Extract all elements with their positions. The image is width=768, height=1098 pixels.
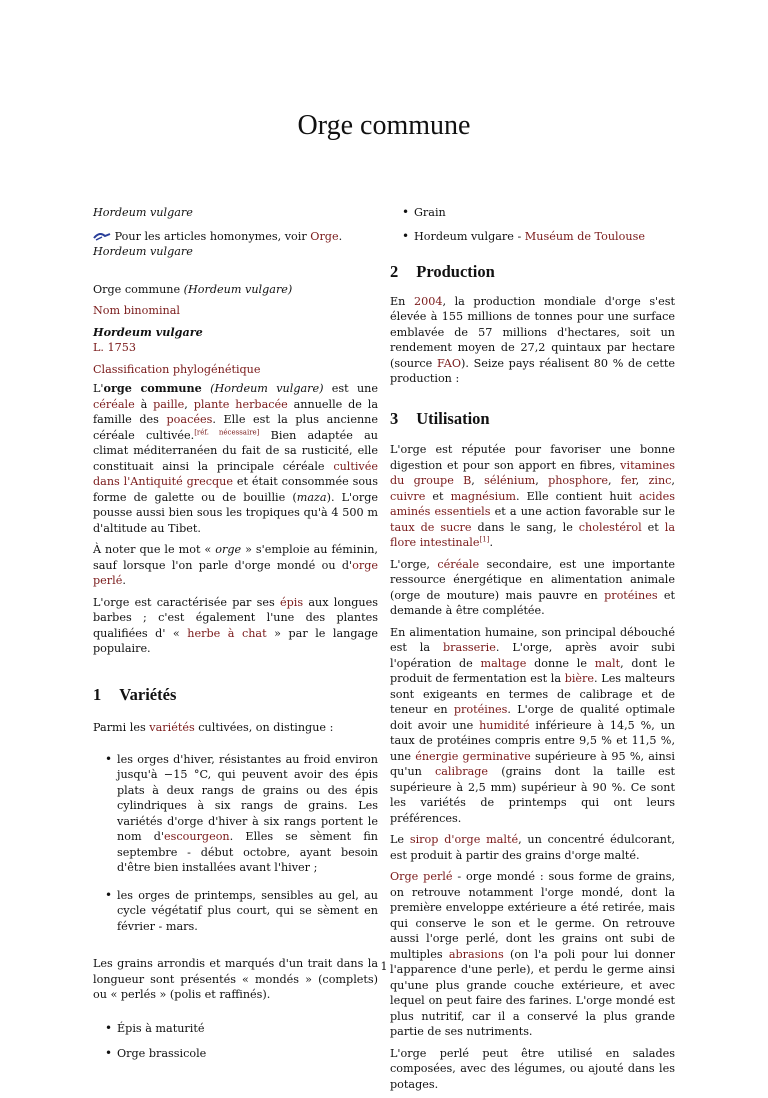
orge-perle-link-2[interactable]: Orge perlé [390,870,453,883]
paille-link[interactable]: paille [153,397,185,411]
magnesium-link[interactable]: magnésium [450,489,517,503]
cereale-link-2[interactable]: céréale [437,557,480,571]
museum-link[interactable]: Muséum de Toulouse [524,229,645,243]
grecque-link[interactable]: grecque [186,475,233,488]
cultivee-link[interactable]: cultivée dans [93,459,378,488]
binomial-name: Hordeum vulgare [93,324,203,339]
fao-link[interactable]: FAO [436,356,462,370]
intro-paragraph-3: L'orge est caractérisée par ses épis aux longues barbes ; c'est également l'une des plantes qualifiées d' « herbe à chat » par le langage populaire. [93,595,378,655]
infobox [93,282,378,378]
varietes-intro: Parmi les variétés cultivées, on distingue : [93,721,334,734]
flore-intestinale-link[interactable]: la flore intestinale [390,520,675,549]
page-title: Orge commune [297,110,471,141]
antiquite-link[interactable]: l'Antiquité [123,475,183,488]
authority-link[interactable]: L. 1753 [93,341,137,354]
utilisation-paragraph-3: En alimentation humaine, son principal débouché est la brasserie. L'orge, après avoir subi l'opération de maltage donne le malt, dont le produit de fermentation est la bière. Les malteurs sont exigeants en termes de calibrage et de teneur en protéines. L'orge de qualité optimale doit avoir une humidité inférieure à 14,5 %, un taux de protéines compris entre 9,5 % et 11,5 %, une énergie germinative supérieure à 95 %, ainsi qu'un calibrage (grains dont la taille est supérieure à 2,5 mm) supérieur à 90 %. Ce sont les variétés de printemps qui ont leurs préférences. [390,625,676,825]
plante-herbacee-link[interactable]: plante herbacée [193,397,288,411]
vitamines-link[interactable]: vitamines du groupe B [390,458,675,487]
production-paragraph: En 2004, la production mondiale d'orge s'est élevée à 155 millions de tonnes pour une surface emblavée de 57 millions d'hectares, soit un rendement moyen de 27,2 quintaux par hectare (source FAO). Seize pays réalisent 80 % de cette production : [390,294,675,385]
section-heading-production: 2 Production [390,262,495,281]
taxon-italic-name: Hordeum vulgare [93,206,193,219]
utilisation-paragraph-4: Le sirop d'orge malté, un concentré édulcorant, est produit à partir des grains d'orge malté. [390,833,675,862]
list-item: • les orges de printemps, sensibles au gel, au cycle végétatif plus court, qui se sèment en février - mars. [93,888,378,935]
list-item: • les orges d'hiver, résistantes au froid environ jusqu'à −15 °C, qui peuvent avoir des épis plats à deux rangs de grains ou des épis cylindriques à six rangs de grains. Les variétés d'orge d'hiver à six rangs portent le nom d'escourgeon. Elles se sèment fin septembre - début octobre, ayant besoin d'être bien installées avant l'hiver ; [93,752,378,876]
gallery-list-left [93,1021,378,1062]
sirop-link[interactable]: sirop d'orge malté [409,833,519,846]
intro-paragraph-1: L'orge commune (Hordeum vulgare) est une céréale à paille, plante herbacée annuelle de la famille des poacées. Elle est la plus ancienne céréale cultivée.[réf. nécessaire] Bien adaptée au climat méditerranéen du fait de sa rusticité, elle constituait ainsi la principale céréale cultivée dans l'Antiquité grecque et était consommée sous forme de galette ou de bouillie (maza). L'orge pousse aussi bien sous les tropiques qu'à 4 500 m d'altitude au Tibet. [93,381,379,535]
utilisation-paragraph-2: L'orge, céréale secondaire, est une importante ressource énergétique en alimentation animale (orge de mouture) mais pauvre en protéines et demande à être complétée. [390,557,675,617]
cereale-link[interactable]: céréale [93,397,135,411]
utilisation-paragraph-1: L'orge est réputée pour favoriser une bonne digestion et pour son apport en fibres, vitamines du groupe B, sélénium, phosphore, fer, zinc, cuivre et magnésium. Elle contient huit acides aminés essentiels et a une action favorable sur le taux de sucre dans le sang, le cholestérol et la flore intestinale[1]. [390,443,675,549]
malt-link[interactable]: malt [594,656,621,670]
list-item: • Orge brassicole [93,1046,378,1062]
utilisation-paragraph-6: L'orge perlé peut être utilisé en salades composées, avec des légumes, ou ajouté dans les potages. [390,1046,675,1091]
brasserie-link[interactable]: brasserie [443,641,496,654]
cuivre-link[interactable]: cuivre [390,489,426,503]
homonym-note: Pour les articles homonymes, voir Orge. [93,229,378,245]
ref-1[interactable]: [1] [479,535,490,544]
list-item: • Grain [390,205,675,221]
orge-link[interactable]: Orge [310,229,339,243]
proteines-link-2[interactable]: protéines [453,703,508,716]
orge-perle-link[interactable]: orge perlé [93,558,378,587]
herbe-a-chat-link[interactable]: herbe à chat [187,626,267,640]
left-column [93,205,378,1070]
proteines-link[interactable]: protéines [604,588,658,602]
taux-de-sucre-link[interactable]: taux de sucre [390,520,472,534]
section-heading-varietes: 1 Variétés [93,684,177,704]
disambiguation-icon [93,232,111,242]
varietes-list [93,752,378,935]
humidite-link[interactable]: humidité [479,718,530,732]
energie-germinative-link[interactable]: énergie germinative [415,749,531,763]
acides-amines-link[interactable]: acides aminés essentiels [390,489,675,518]
biere-link[interactable]: bière [564,672,595,685]
classification-link[interactable]: Classification phylogénétique [93,362,261,376]
homonym-sub: Hordeum vulgare [93,245,193,258]
nom-binominal-link[interactable]: Nom binominal [93,304,181,317]
intro-paragraph-2: À noter que le mot « orge » s'emploie au féminin, sauf lorsque l'on parle d'orge mondé ou d'orge perlé. [93,543,378,587]
phosphore-link[interactable]: phosphore [548,474,608,487]
zinc-link[interactable]: zinc [648,474,672,487]
infobox-caption: Orge commune (Hordeum vulgare) [93,282,293,296]
escourgeon-link[interactable]: escourgeon [164,830,230,843]
maltage-link[interactable]: maltage [480,656,527,670]
ref-needed[interactable]: [réf. nécessaire] [194,427,260,436]
abrasions-link[interactable]: abrasions [448,947,504,961]
list-item: • Épis à maturité [93,1021,378,1037]
year-2004-link[interactable]: 2004 [413,294,443,308]
list-item: • Hordeum vulgare - Muséum de Toulouse [390,229,675,245]
page-number: 1 [380,960,388,973]
section-heading-utilisation: 3 Utilisation [390,408,490,428]
utilisation-paragraph-5: Orge perlé - orge mondé : sous forme de grains, on retrouve notamment l'orge mondé, dont la première enveloppe extérieure a été retirée, mais qui conserve le son et le germe. On retrouve aussi l'orge perlé, dont les grains ont subi de multiples abrasions (on l'a poli pour lui donner l'apparence d'une perle), et perdu le germe ainsi qu'une plus grande couche extérieure, et avec lequel on peut faire des farines. L'orge mondé est plus nutritif, car il a conservé la plus grande partie de ses nutriments. [390,870,676,1038]
poacees-link[interactable]: poacées [166,413,213,426]
grains-paragraph: Les grains arrondis et marqués d'un trait dans la longueur sont présentés « mondés » (complets) ou « perlés » (polis et raffinés). [93,957,378,1001]
calibrage-link[interactable]: calibrage [435,765,489,778]
epis-link[interactable]: épis [279,595,304,609]
varietes-link[interactable]: variétés [149,721,195,734]
cholesterol-link[interactable]: cholestérol [578,520,642,534]
fer-link[interactable]: fer [620,474,636,487]
selenium-link[interactable]: sélénium [484,474,536,487]
gallery-list-right [390,205,675,244]
